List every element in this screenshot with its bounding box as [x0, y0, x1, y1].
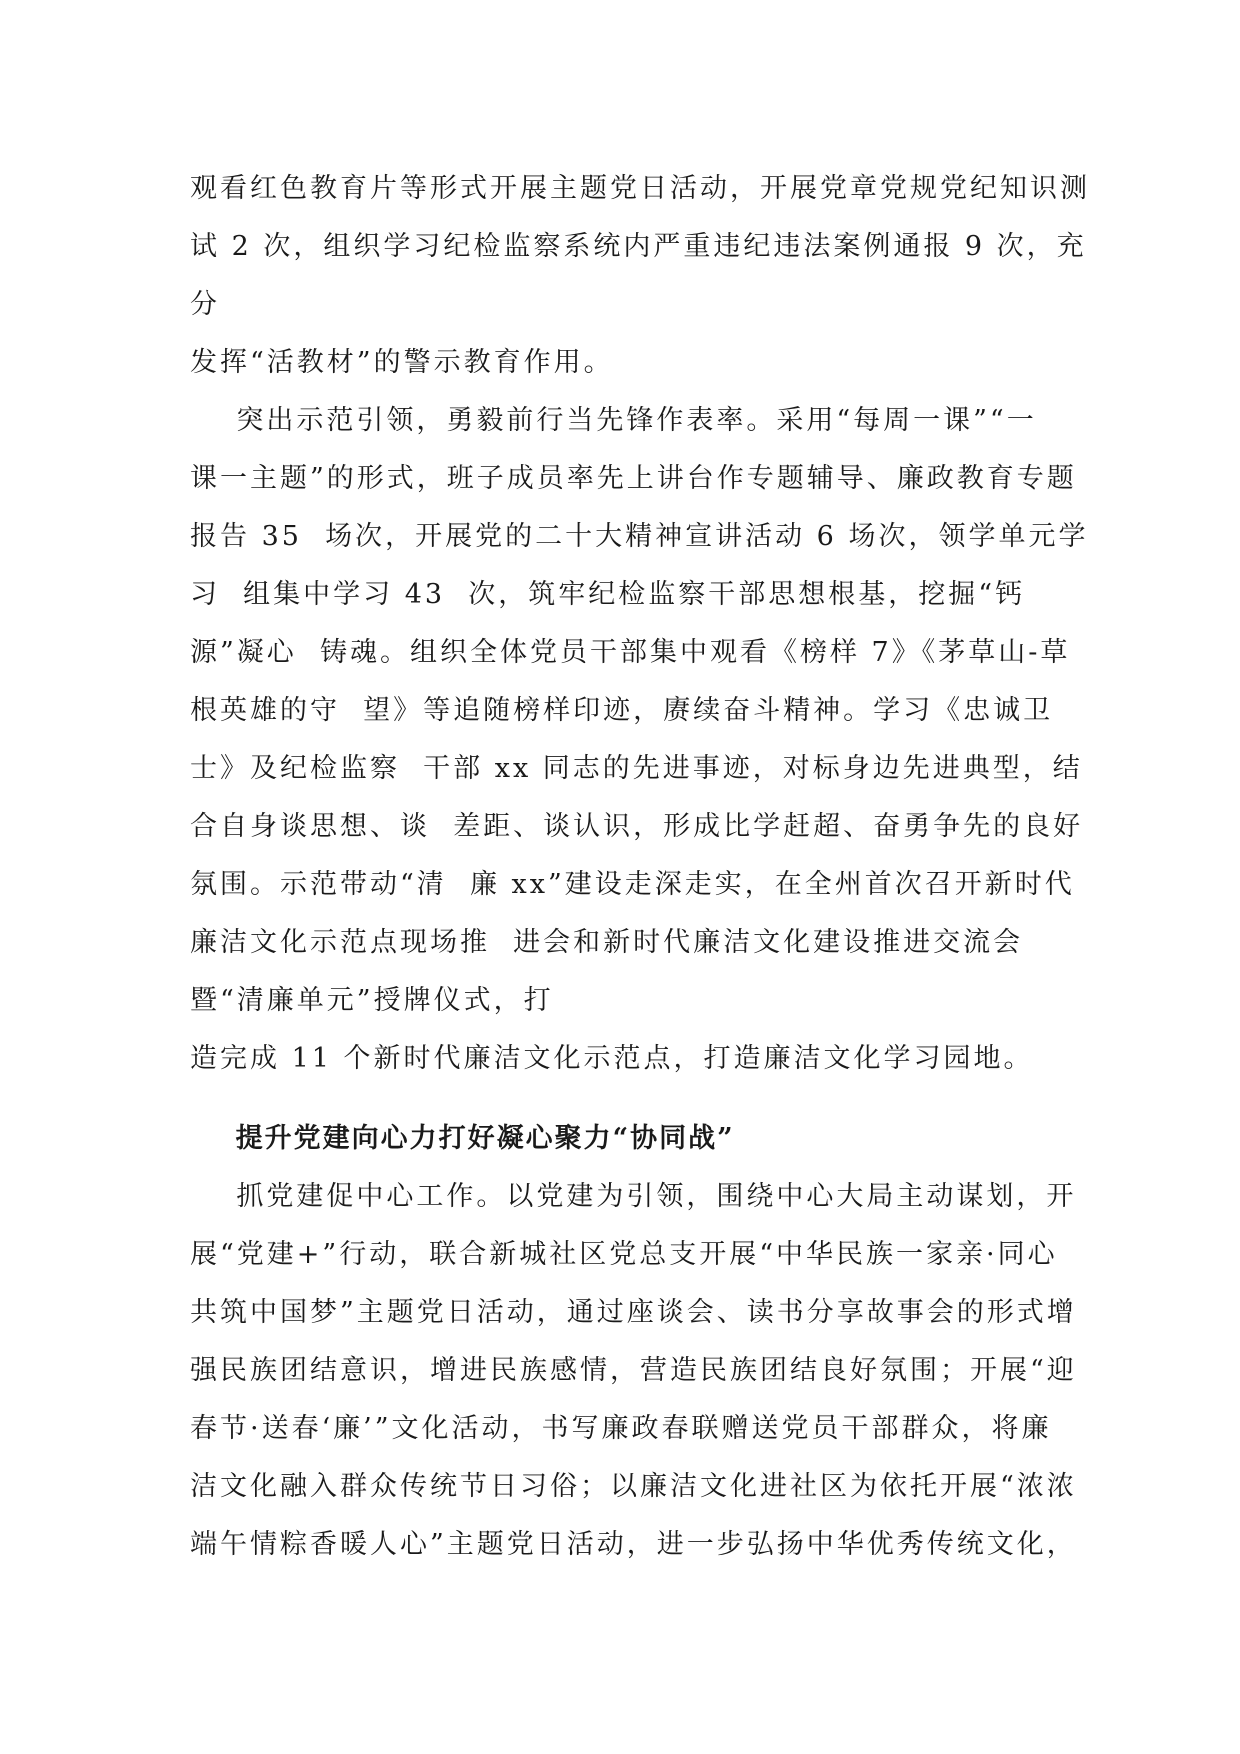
text-line: 共筑中国梦”主题党日活动，通过座谈会、读书分享故事会的形式增 [190, 1297, 1077, 1328]
text-line: 洁文化融入群众传统节日习俗；以廉洁文化进社区为依托开展“浓浓 [190, 1471, 1077, 1502]
text-line: 观看红色教育片等形式开展主题党日活动，开展党章党规党纪知识测 [190, 173, 1090, 204]
text-line: 分 [190, 289, 220, 320]
paragraph-exemplary-leadership [190, 392, 1089, 1088]
section-heading: 提升党建向心力打好凝心聚力“协同战” [190, 1123, 735, 1154]
text-line: 报告 35 场次，开展党的二十大精神宣讲活动 6 场次，领学单元学 [190, 521, 1089, 552]
paragraph-warning-education [190, 160, 1090, 392]
text-line: 源”凝心 铸魂。组织全体党员干部集中观看《榜样 7》《茅草山-草 [190, 637, 1071, 668]
text-line: 课一主题”的形式，班子成员率先上讲台作专题辅导、廉政教育专题 [190, 463, 1077, 494]
text-line: 春节·送春‘廉’”文化活动，书写廉政春联赠送党员干部群众，将廉 [190, 1413, 1052, 1444]
text-line: 合自身谈思想、谈 差距、谈认识，形成比学赶超、奋勇争先的良好 [190, 811, 1084, 842]
text-line: 士》及纪检监察 干部 xx 同志的先进事迹，对标身边先进典型，结 [190, 753, 1083, 784]
text-line: 端午情粽香暖人心”主题党日活动，进一步弘扬中华优秀传统文化， [190, 1529, 1077, 1560]
text-line: 暨“清廉单元”授牌仪式，打 [190, 985, 554, 1016]
text-line: 习 组集中学习 43 次，筑牢纪检监察干部思想根基，挖掘“钙 [190, 579, 1026, 610]
text-line: 展“党建+”行动，联合新城社区党总支开展“中华民族一家亲·同心 [190, 1239, 1058, 1270]
text-line: 发挥“活教材”的警示教育作用。 [190, 347, 614, 378]
text-line: 抓党建促中心工作。以党建为引领，围绕中心大局主动谋划，开 [190, 1181, 1077, 1212]
document-body [190, 160, 1090, 1574]
paragraph-party-building [190, 1168, 1077, 1574]
text-line: 突出示范引领，勇毅前行当先锋作表率。采用“每周一课”“一 [190, 405, 1037, 436]
text-line: 试 2 次，组织学习纪检监察系统内严重违纪违法案例通报 9 次，充 [190, 231, 1087, 262]
text-line: 根英雄的守 望》等追随榜样印迹，赓续奋斗精神。学习《忠诚卫 [190, 695, 1054, 726]
text-line: 造完成 11 个新时代廉洁文化示范点，打造廉洁文化学习园地。 [190, 1043, 1034, 1074]
text-line: 廉洁文化示范点现场推 进会和新时代廉洁文化建设推进交流会 [190, 927, 1024, 958]
text-line: 强民族团结意识，增进民族感情，营造民族团结良好氛围；开展“迎 [190, 1355, 1077, 1386]
text-line: 氛围。示范带动“清 廉 xx”建设走深走实，在全州首次召开新时代 [190, 869, 1075, 900]
